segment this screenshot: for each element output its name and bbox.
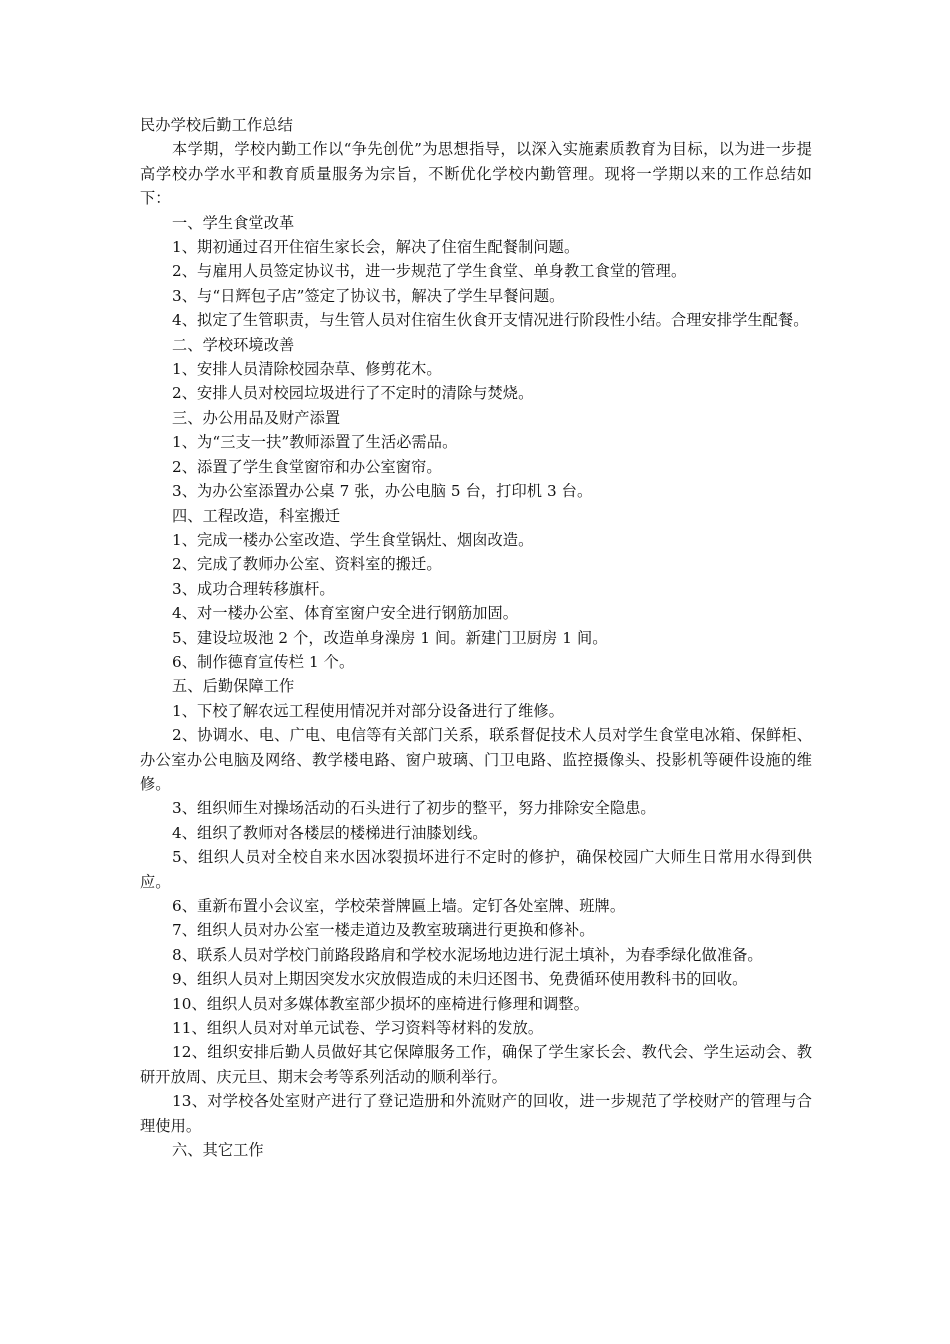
list-item: 2、协调水、电、广电、电信等有关部门关系，联系督促技术人员对学生食堂电冰箱、保鲜柜、办公室办公电脑及网络、教学楼电路、窗户玻璃、门卫电路、监控摄像头、投影机等硬件设施的维修。 <box>140 726 812 793</box>
list-item: 6、重新布置小会议室，学校荣誉牌匾上墙。定钉各处室牌、班牌。 <box>172 897 626 915</box>
list-item: 1、下校了解农远工程使用情况并对部分设备进行了维修。 <box>172 701 564 720</box>
list-item: 4、拟定了生管职责，与生管人员对住宿生伙食开支情况进行阶段性小结。合理安排学生配餐。 <box>172 311 809 330</box>
list-item: 8、联系人员对学校门前路段路肩和学校水泥场地边进行泥土填补，为春季绿化做准备。 <box>172 945 763 964</box>
section-heading-supplies: 三、办公用品及财产添置 <box>172 408 341 427</box>
list-item: 13、对学校各处室财产进行了登记造册和外流财产的回收，进一步规范了学校财产的管理与合理使用。 <box>140 1092 812 1135</box>
list-item: 7、组织人员对办公室一楼走道边及教室玻璃进行更换和修补。 <box>172 921 595 940</box>
list-item: 1、期初通过召开住宿生家长会，解决了住宿生配餐制问题。 <box>172 238 580 257</box>
section-heading-logistics: 五、后勤保障工作 <box>172 677 295 696</box>
list-item: 4、组织了教师对各楼层的楼梯进行油膝划线。 <box>172 823 488 842</box>
list-item: 2、安排人员对校园垃圾进行了不定时的清除与焚烧。 <box>172 384 534 403</box>
list-item: 3、组织师生对操场活动的石头进行了初步的整平，努力排除安全隐患。 <box>172 799 656 818</box>
list-item: 12、组织安排后勤人员做好其它保障服务工作，确保了学生家长会、教代会、学生运动会、教研开放周、庆元旦、期末会考等系列活动的顺利举行。 <box>140 1043 812 1086</box>
document-title: 民办学校后勤工作总结 <box>140 116 293 134</box>
section-heading-other: 六、其它工作 <box>172 1141 264 1160</box>
list-item: 4、对一楼办公室、体育室窗户安全进行钢筋加固。 <box>172 604 519 623</box>
list-item: 5、组织人员对全校自来水因冰裂损坏进行不定时的修护，确保校园广大师生日常用水得到供应。 <box>140 848 812 891</box>
list-item: 11、组织人员对对单元试卷、学习资料等材料的发放。 <box>172 1019 544 1038</box>
section-heading-canteen: 一、学生食堂改革 <box>172 213 295 232</box>
list-item: 1、安排人员清除校园杂草、修剪花木。 <box>172 360 442 379</box>
document-page <box>140 113 812 1162</box>
list-item: 3、为办公室添置办公桌 7 张，办公电脑 5 台，打印机 3 台。 <box>172 482 593 501</box>
list-item: 2、完成了教师办公室、资料室的搬迁。 <box>172 555 442 574</box>
section-heading-construction: 四、工程改造，科室搬迁 <box>172 506 341 525</box>
list-item: 10、组织人员对多媒体教室部少损坏的座椅进行修理和调整。 <box>172 994 590 1013</box>
list-item: 3、成功合理转移旗杆。 <box>172 579 335 598</box>
list-item: 9、组织人员对上期因突发水灾放假造成的未归还图书、免费循环使用教科书的回收。 <box>172 970 748 989</box>
list-item: 5、建设垃圾池 2 个，改造单身澡房 1 间。新建门卫厨房 1 间。 <box>172 628 608 647</box>
list-item: 2、添置了学生食堂窗帘和办公室窗帘。 <box>172 457 442 476</box>
list-item: 1、完成一楼办公室改造、学生食堂锅灶、烟囱改造。 <box>172 530 534 549</box>
list-item: 6、制作德育宣传栏 1 个。 <box>172 652 355 671</box>
list-item: 1、为“三支一扶”教师添置了生活必需品。 <box>172 433 458 452</box>
list-item: 2、与雇用人员签定协议书，进一步规范了学生食堂、单身教工食堂的管理。 <box>172 262 687 281</box>
section-heading-environment: 二、学校环境改善 <box>172 335 295 354</box>
intro-paragraph: 本学期，学校内勤工作以“争先创优”为思想指导，以深入实施素质教育为目标，以为进一步提高学校办学水平和教育质量服务为宗旨，不断优化学校内勤管理。现将一学期以来的工作总结如下： <box>140 140 812 208</box>
list-item: 3、与“日辉包子店”签定了协议书，解决了学生早餐问题。 <box>172 286 565 305</box>
